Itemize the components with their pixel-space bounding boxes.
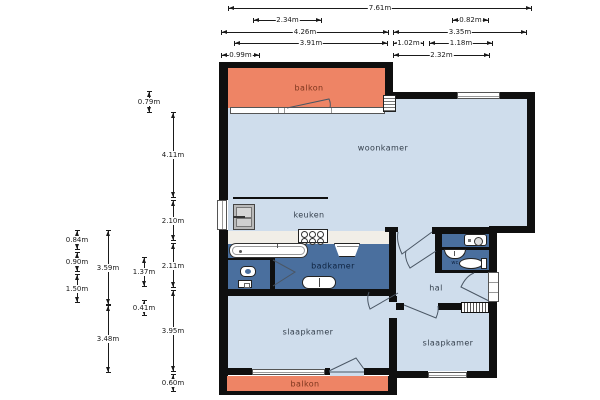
door-arc	[461, 273, 489, 301]
dimension-1.37m	[132, 257, 156, 287]
dimension-0.90m	[65, 252, 89, 272]
dimension-0.99m	[221, 51, 260, 60]
dimension-2.32m	[393, 51, 490, 60]
room-label-wc: wc	[451, 260, 459, 266]
dimension-label: 2.34m	[276, 16, 299, 24]
dimension-label: 0.82m	[459, 16, 482, 24]
dimension-label: 3.35m	[448, 28, 472, 36]
dimension-label: 1.50m	[65, 284, 89, 293]
dimension-3.48m	[96, 305, 120, 373]
dimension-4.26m	[221, 28, 389, 37]
door-arc	[404, 305, 438, 318]
dimension-label: 0.99m	[229, 51, 252, 59]
dimension-0.60m	[161, 374, 185, 392]
dimension-label: 3.95m	[161, 327, 185, 335]
dimension-2.11m	[161, 243, 185, 288]
dimension-label: 1.02m	[397, 39, 420, 47]
dimension-label: 0.79m	[137, 98, 161, 106]
dimension-3.95m	[161, 290, 185, 372]
dimension-2.10m	[161, 200, 185, 241]
dimension-label: 2.10m	[161, 216, 185, 225]
dimension-3.91m	[234, 39, 388, 48]
dimension-0.41m	[132, 300, 156, 316]
dimension-label: 0.84m	[65, 236, 89, 244]
door-arc	[287, 99, 330, 108]
door-arc	[406, 251, 437, 268]
dimension-2.34m	[253, 16, 322, 25]
dimension-3.35m	[393, 28, 527, 37]
dimension-label: 7.61m	[368, 4, 392, 12]
room-label-balkon-top: balkon	[294, 83, 324, 93]
room-label-slaapkamer-left: slaapkamer	[282, 327, 334, 337]
room-label-keuken: keuken	[293, 210, 325, 220]
door-arc	[273, 260, 295, 286]
dimension-label: 0.60m	[161, 379, 185, 387]
dimension-label: 2.11m	[161, 261, 185, 270]
door-arc	[329, 358, 364, 371]
dimension-1.02m	[393, 39, 424, 48]
dimension-label: 1.37m	[132, 268, 156, 276]
dimension-3.59m	[96, 230, 120, 305]
dimension-label: 3.59m	[96, 263, 120, 272]
dimension-label: 4.11m	[161, 151, 185, 159]
room-label-woonkamer: woonkamer	[357, 143, 409, 153]
dimension-label: 3.48m	[96, 335, 120, 343]
dimension-1.50m	[65, 274, 89, 303]
dimension-label: 2.32m	[430, 51, 453, 59]
door-arc	[398, 232, 433, 254]
dimension-4.11m	[161, 112, 185, 198]
door-arc	[368, 292, 398, 309]
dimension-0.82m	[452, 16, 489, 25]
dimension-7.61m	[228, 4, 532, 13]
room-label-balkon-bottom: balkon	[290, 379, 320, 389]
dimension-label: 0.90m	[65, 258, 89, 266]
dimension-label: 4.26m	[293, 28, 317, 36]
dimension-0.84m	[65, 230, 89, 250]
room-label-slaapkamer-right: slaapkamer	[422, 338, 474, 348]
room-label-badkamer: badkamer	[311, 261, 355, 271]
dimension-0.79m	[137, 91, 161, 113]
dimension-1.18m	[429, 39, 493, 48]
dimension-label: 3.91m	[299, 39, 323, 47]
dimension-label: 0.41m	[132, 304, 156, 312]
dimension-label: 1.18m	[449, 39, 473, 47]
room-label-hal: hal	[429, 283, 443, 293]
